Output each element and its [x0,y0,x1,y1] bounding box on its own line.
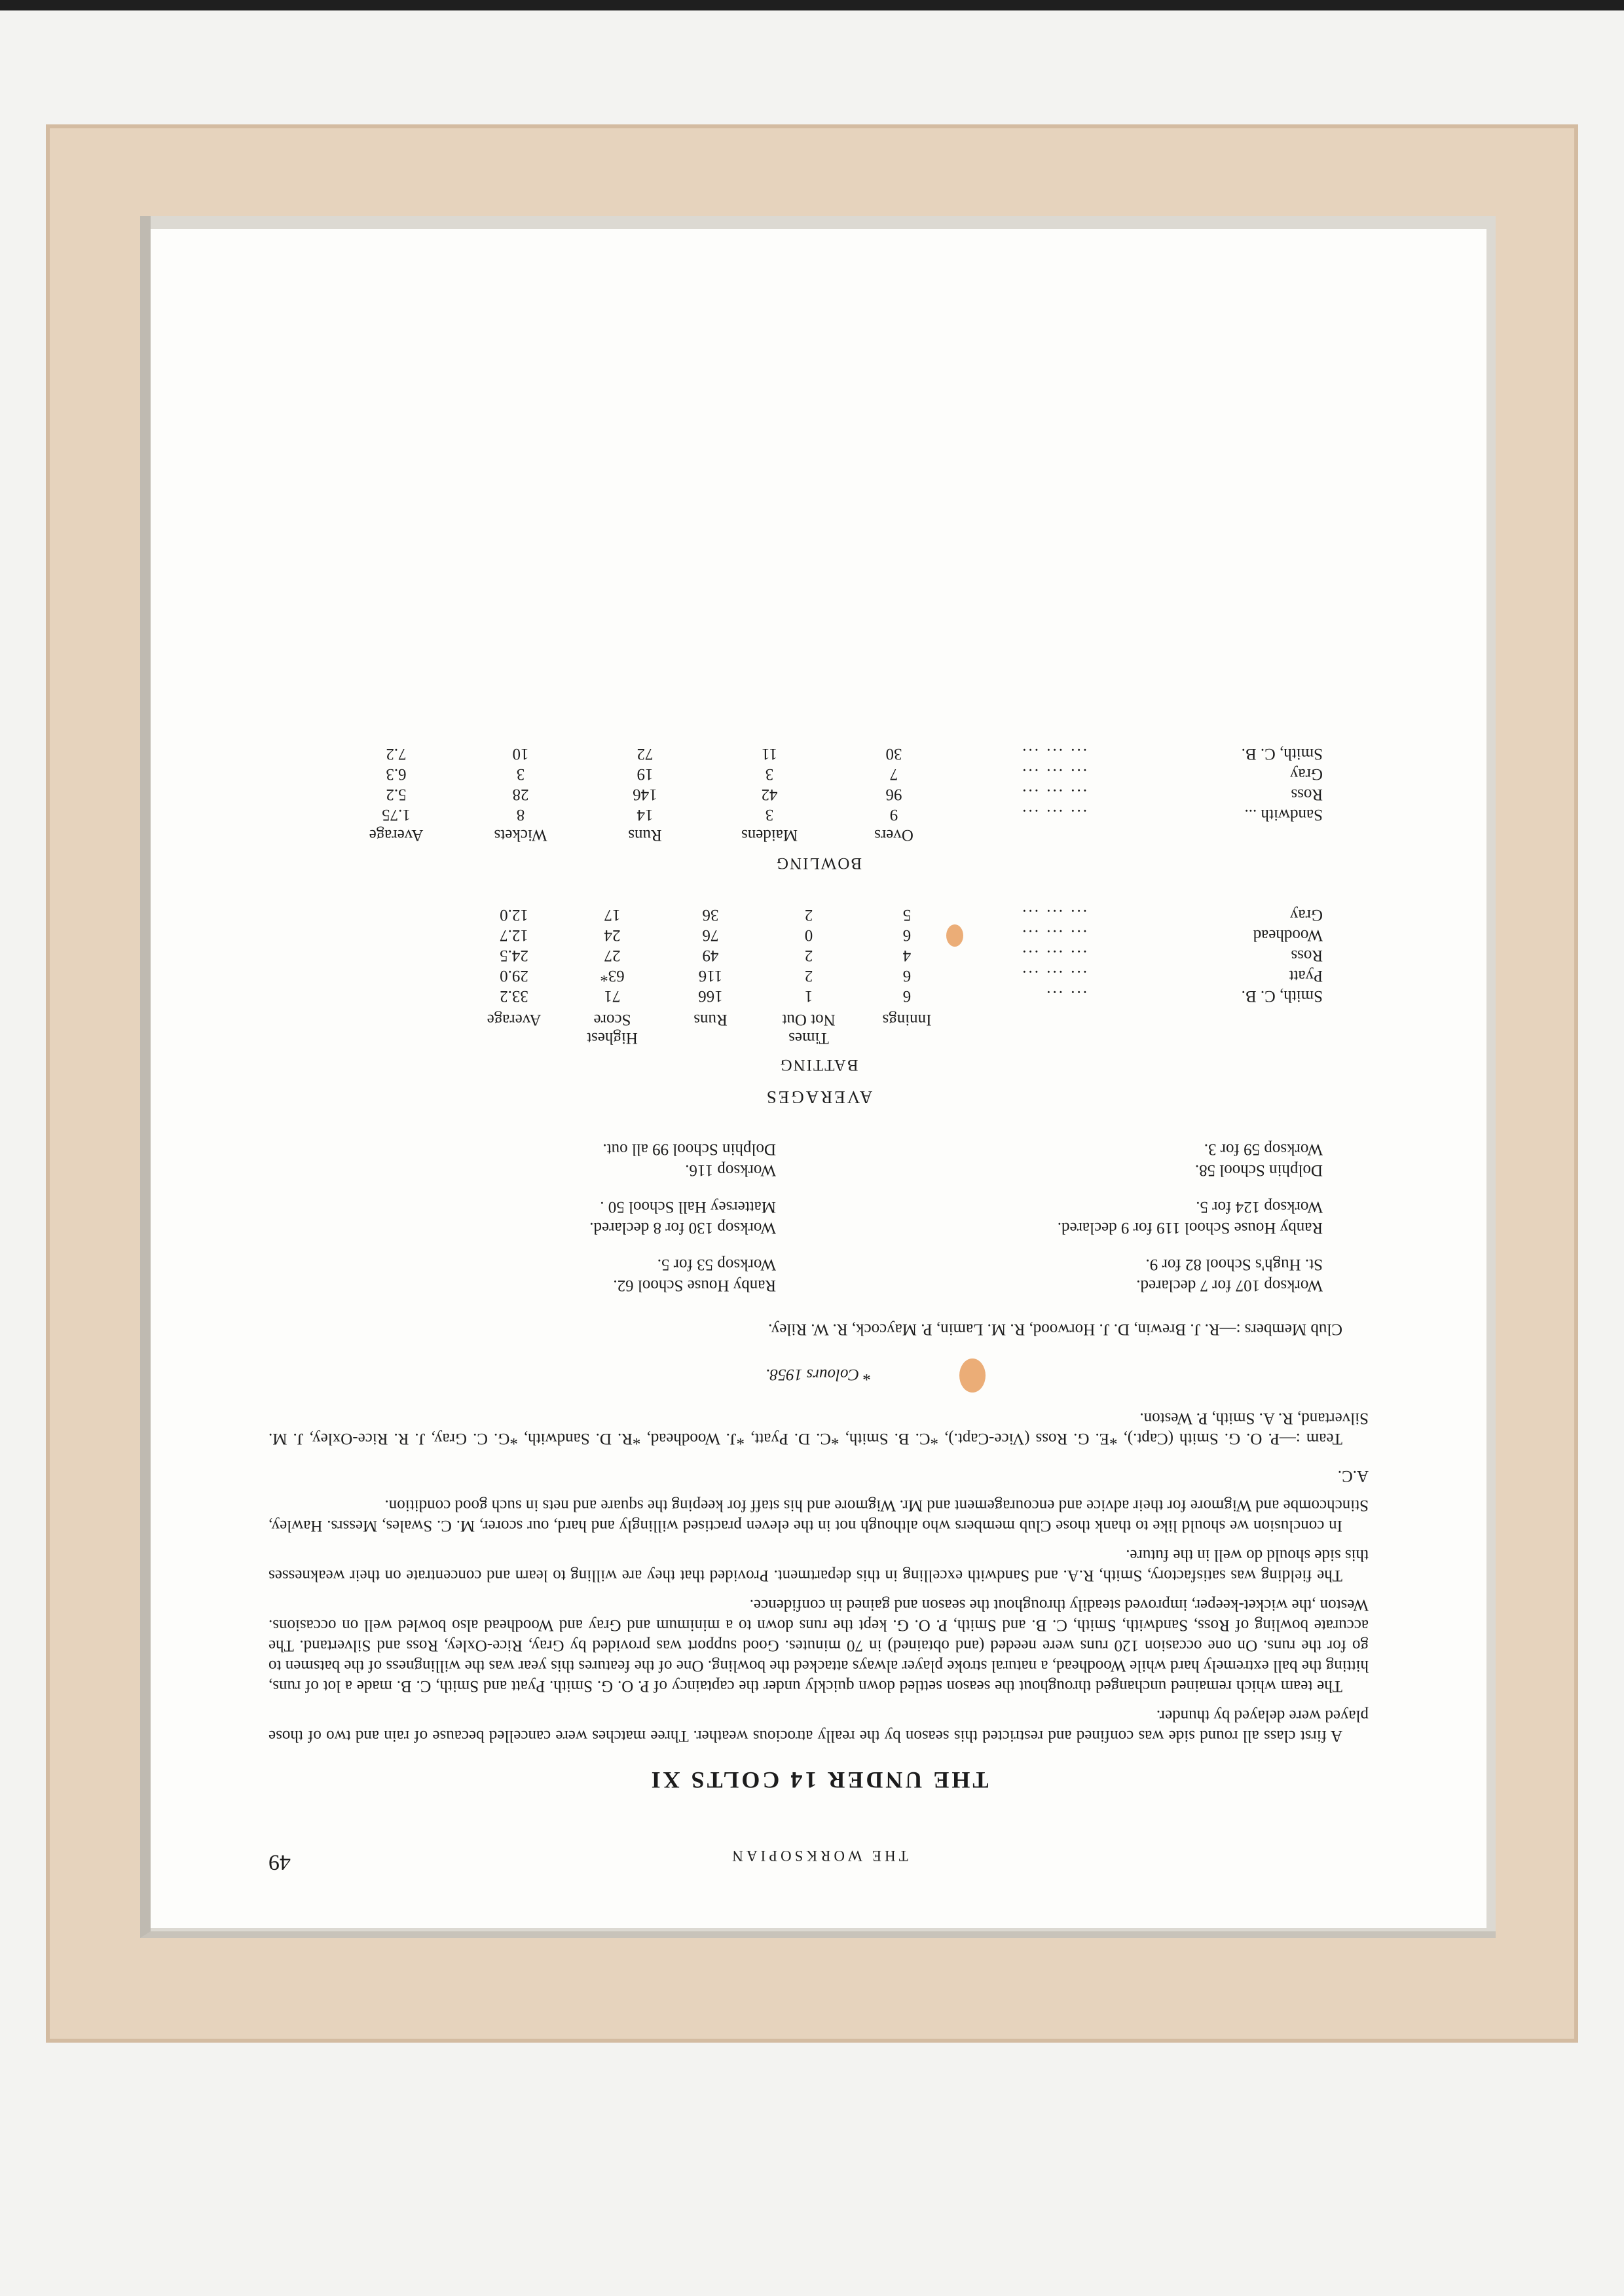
runs-cell: 36 [702,906,719,924]
header-cell [956,1006,1087,1047]
overs-cell: 7 [889,765,898,783]
bowling-heading: BOWLING [775,854,862,872]
page-content [151,229,1486,1928]
result-pair [815,1196,1323,1238]
result-score: Worksop 53 for 5. [657,1256,776,1273]
leader-dots: ... ... ... [1020,806,1087,824]
highest-score-cell: 24 [604,926,621,944]
average-cell: 1.75 [382,806,411,824]
player-name: Ross [1291,786,1323,803]
innings-cell: 5 [902,906,912,924]
running-head [268,1841,1369,1872]
player-name: Smith, C. B. [1241,987,1323,1005]
header-cell: Innings [882,1011,932,1029]
colours-note: * Colours 1958. [766,1366,872,1383]
result-score: Dolphin School 58. [1194,1161,1323,1179]
table-row [465,925,1323,945]
player-name: Pyatt [1289,967,1323,985]
table-row [334,744,1323,764]
leader-dots: ... ... ... [1020,906,1087,924]
header-cell: Overs [874,826,913,844]
not-out-cell: 1 [804,987,813,1005]
table-row [334,784,1323,805]
average-cell: 33.2 [500,987,528,1005]
highest-score-cell: 63* [600,967,625,985]
highest-score-cell: 27 [604,947,621,964]
leader-dots: ... ... [1044,987,1087,1005]
table-row [334,805,1323,825]
wickets-cell: 3 [516,765,525,783]
paragraph: The team which remained unchanged throughout the season settled down quickly under the captaincy of P. O. G. Smith. Pyatt and Smith, C. B. made a lot of runs, hitting the ball extremely hard while Woodhead, a natural stroke player always attacked the bowling. One of the features this year was the willingness of the batsmen to go for the runs. On one occasion 120 runs were needed (and obtained) in 70 minutes. Good support was provided by Gray, Rice-Oxley, Ross and Silvertand. The accurate bowling of Ross, Sandwith, Smith, C. B. and Smith, P. O. G. kept the runs down to a minimum and Gray and Woodhead also bowled well on occasions. Weston ,the wicket-keeper, improved steadily throughout the season and gained in confidence. [268,1596,1369,1695]
header-cell [760,1006,858,1047]
page-number: 49 [268,1850,291,1874]
table-row [465,945,1323,966]
result-pair [815,1254,1323,1296]
book-page [151,229,1486,1928]
header-bottom: Score [593,1011,631,1029]
innings-cell: 6 [902,967,912,985]
average-cell: 29.0 [500,967,528,985]
bowling-table [334,744,1323,845]
header-cell: Average [369,826,424,844]
player-name: Ross [1291,947,1323,964]
not-out-cell: 0 [804,926,813,944]
result-score: Worksop 107 for 7 declared. [1136,1277,1323,1294]
header-cell: Wickets [494,826,547,844]
wickets-cell: 10 [512,745,529,763]
leader-dots: ... ... ... [1020,926,1087,944]
header-top: Highest [587,1029,638,1047]
result-pair [815,1139,1323,1180]
result-pair [268,1254,776,1296]
result-pair [268,1196,776,1238]
highest-score-cell: 17 [604,906,621,924]
average-cell: 7.2 [386,745,407,763]
scanner-edge [0,0,1624,10]
batting-heading: BATTING [779,1056,858,1074]
leader-dots: ... ... ... [1020,947,1087,964]
header-top: Times [788,1029,829,1047]
header-cell [563,1006,661,1047]
header-cell: Maidens [741,826,798,844]
leader-dots: ... ... ... [1020,967,1087,985]
table-row [465,905,1323,925]
table-row [465,966,1323,986]
leader-dots: ... ... ... [1020,786,1087,803]
innings-cell: 6 [902,987,912,1005]
averages-heading: AVERAGES [764,1087,873,1107]
runs-cell: 14 [637,806,654,824]
average-cell: 12.7 [500,926,528,944]
overs-cell: 9 [889,806,898,824]
article-heading: THE UNDER 14 COLTS XI [648,1767,989,1793]
maidens-cell: 11 [761,745,778,763]
batting-table [465,905,1323,1047]
maidens-cell: 3 [765,806,774,824]
average-cell: 24.5 [500,947,528,964]
average-cell: 12.0 [500,906,528,924]
result-score: Dolphin School 99 all out. [602,1140,776,1158]
runs-cell: 146 [633,786,657,803]
runs-cell: 76 [702,926,719,944]
leader-dots: ... ... ... [1020,765,1087,783]
leader-dots: ... ... ... [1020,745,1087,763]
result-score: Mattersey Hall School 50 . [600,1198,776,1216]
runs-cell: 116 [698,967,723,985]
runs-cell: 72 [637,745,654,763]
highest-score-cell: 71 [604,987,621,1005]
table-row [465,986,1323,1006]
table-header-row [334,825,1323,845]
match-results [268,1139,1323,1296]
paragraph: The fielding was satisfactory, Smith, R.A. and Sandwith excelling in this department. Provided that they are willing to learn and concentrate on their weaknesses this side should do well in the future. [268,1546,1369,1584]
result-score: Ranby House School 62. [613,1277,776,1294]
result-score: Worksop 59 for 3. [1204,1140,1323,1158]
overs-cell: 30 [885,745,902,763]
not-out-cell: 2 [804,967,813,985]
result-score: Worksop 130 for 8 declared. [589,1219,776,1237]
paragraph: In conclusion we should like to thank those Club members who although not in the eleven practised willingly and hard, our scorer, M. C. Swales, Messrs. Hawley, Stinchcombe and Wigmore for their advice and encouragement and Mr. Wigmore and his staff for keeping the square and nets in such good condition. [268,1497,1369,1535]
player-name: Woodhead [1253,926,1323,944]
not-out-cell: 2 [804,906,813,924]
player-name: Gray [1290,765,1323,783]
running-title: THE WORKSOPIAN [729,1848,908,1864]
runs-cell: 49 [702,947,719,964]
player-name: Sandwith ... [1244,806,1323,824]
average-cell: 5.2 [386,786,407,803]
result-score: Ranby House School 119 for 9 declared. [1057,1219,1323,1237]
signature: A.C. [1337,1467,1369,1485]
innings-cell: 4 [902,947,912,964]
innings-cell: 6 [902,926,912,944]
overs-cell: 96 [885,786,902,803]
team-list: Team :—P. O. G. Smith (Capt.), *E. G. Ross (Vice-Capt.), *C. B. Smith, *C. D. Pyatt, *J. Woodhead, *R. D. Sandwith, *G. C. Gray, J. R. Rice-Oxley, J. M. Silvertand, R. A. Smith, P. Weston. [268,1410,1369,1448]
table-row [334,764,1323,784]
paragraph: A first class all round side was confined and restricted this season by the really atrocious weather. Three matches were cancelled because of rain and two of those played were delayed by thunder. [268,1707,1369,1745]
player-name: Smith, C. B. [1241,745,1323,763]
header-cell [1087,1006,1323,1047]
average-cell: 6.3 [386,765,407,783]
not-out-cell: 2 [804,947,813,964]
header-cell: Average [487,1011,542,1029]
player-name: Gray [1290,906,1323,924]
result-score: Worksop 116. [685,1161,776,1179]
result-pair [268,1139,776,1180]
header-cell: Runs [693,1011,728,1029]
result-score: Worksop 124 for 5. [1196,1198,1323,1216]
runs-cell: 166 [698,987,723,1005]
header-cell: Runs [628,826,662,844]
maidens-cell: 42 [761,786,778,803]
header-cell [1087,825,1323,845]
header-bottom: Not Out [782,1011,836,1029]
result-score: St. Hugh's School 82 for 9. [1145,1256,1323,1273]
runs-cell: 19 [637,765,654,783]
table-header-row [465,1006,1323,1047]
wickets-cell: 28 [512,786,529,803]
wickets-cell: 8 [516,806,525,824]
club-members: Club Members :—R. J. Brewin, D. J. Horwood, R. M. Lamin, P. Maycock, R. W. Riley. [768,1321,1342,1338]
maidens-cell: 3 [765,765,774,783]
header-cell [956,825,1087,845]
